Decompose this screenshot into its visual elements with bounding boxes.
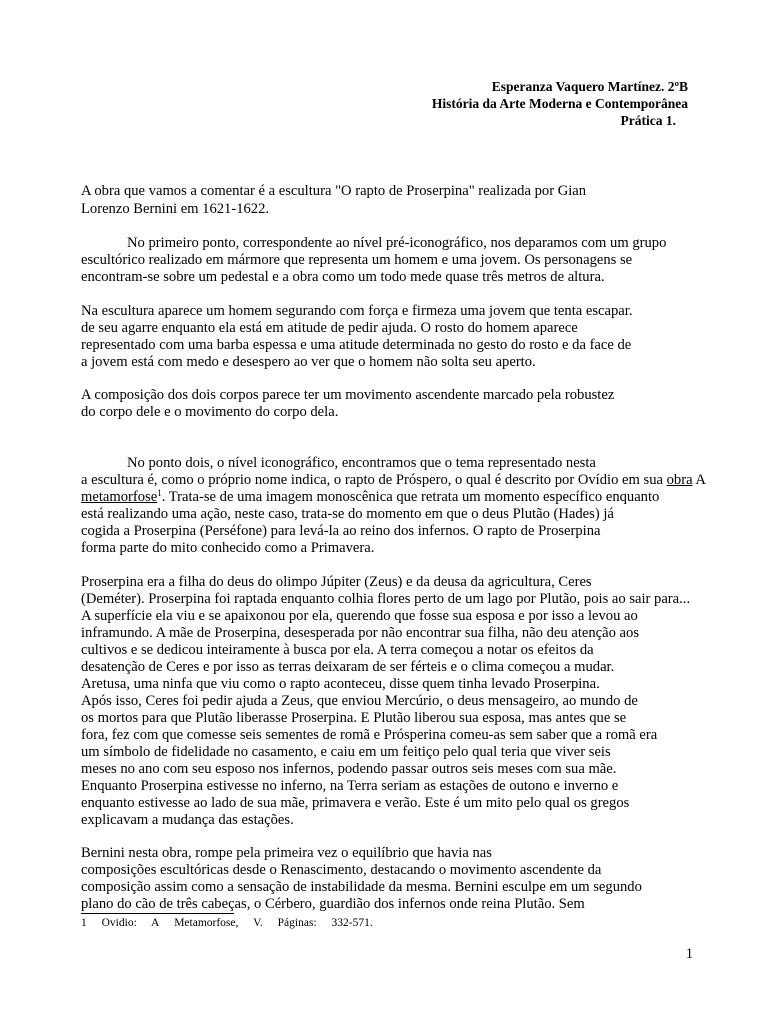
text-line: escultórico realizado em mármore que representa um homem e uma jovem. Os personagens se xyxy=(81,252,633,268)
text-line: A composição dos dois corpos parece ter um movimento ascendente marcado pela robustez xyxy=(81,387,615,403)
text-line: está realizando uma ação, neste caso, trata-se do momento em que o deus Plutão (Hades) já xyxy=(81,506,614,522)
text-line: desatenção de Ceres e por isso as terras deixaram de ser férteis e o clima começou a mudar. xyxy=(81,659,615,675)
text-line: (Deméter). Proserpina foi raptada enquanto colhia flores perto de um lago por Plutão, pois ao sair para... xyxy=(81,591,691,607)
text-line: Após isso, Ceres foi pedir ajuda a Zeus, que enviou Mercúrio, o deus mensageiro, ao mundo de xyxy=(81,693,638,709)
text-line: Na escultura aparece um homem segurando com força e firmeza uma jovem que tenta escapar. xyxy=(81,303,633,319)
text-line: fora, fez com que comesse seis sementes de romã e Prósperina comeu-as sem saber que a romã era xyxy=(81,727,658,743)
text-line: cultivos e se dedicou inteiramente à busca por ela. A terra começou a notar os efeitos da xyxy=(81,642,594,658)
text-line: composições escultóricas desde o Renascimento, destacando o movimento ascendente da xyxy=(81,862,602,878)
text-line: do corpo dele e o movimento do corpo dela. xyxy=(81,404,339,420)
text-line: cogida a Proserpina (Perséfone) para levá-la ao reino dos infernos. O rapto de Proserpina xyxy=(81,523,601,539)
text-line: de seu agarre enquanto ela está em atitude de pedir ajuda. O rosto do homem aparece xyxy=(81,320,578,336)
text-line: encontram-se sobre um pedestal e a obra como um todo mede quase três metros de altura. xyxy=(81,269,605,285)
assignment-line: Prática 1. xyxy=(620,113,676,128)
text-line: Aretusa, uma ninfa que viu como o rapto aconteceu, disse quem tinha levado Proserpina. xyxy=(81,676,600,692)
text-line xyxy=(81,489,659,506)
text-segment: a escultura é, como o próprio nome indica, o rapto de Próspero, o qual é descrito por Ovídio em sua xyxy=(81,472,663,488)
text-line: plano do cão de três cabeças, o Cérbero, guardião dos infernos onde reina Plutão. Sem xyxy=(81,896,585,912)
text-line: composição assim como a sensação de instabilidade da mesma. Bernini esculpe em um segundo xyxy=(81,879,642,895)
footnote-pages: 332-571. xyxy=(331,917,373,929)
footnote-pages-label: Páginas: xyxy=(277,917,317,929)
text-line: a jovem está com medo e desespero ao ver que o homem não solta seu aperto. xyxy=(81,354,536,370)
text-line xyxy=(81,472,706,489)
text-line: A superfície ela viu e se apaixonou por ela, querendo que fosse sua esposa e por isso a levou ao xyxy=(81,608,638,624)
text-line: A obra que vamos a comentar é a escultura "O rapto de Proserpina" realizada por Gian xyxy=(81,183,587,199)
text-line: inframundo. A mãe de Proserpina, desesperada por não encontrar sua filha, não deu atenção aos xyxy=(81,625,640,641)
text-line: os mortos para que Plutão liberasse Proserpina. E Plutão liberou sua esposa, mas antes que se xyxy=(81,710,627,726)
text-line: Proserpina era a filha do deus do olimpo Júpiter (Zeus) e da deusa da agricultura, Ceres xyxy=(81,574,592,590)
text-line: No primeiro ponto, correspondente ao nível pré-iconográfico, nos deparamos com um grupo xyxy=(127,235,667,251)
text-line: No ponto dois, o nível iconográfico, encontramos que o tema representado nesta xyxy=(127,455,596,471)
course-line: História da Arte Moderna e Contemporânea xyxy=(431,96,688,111)
underlined-word: obra xyxy=(666,472,693,488)
page-number: 1 xyxy=(685,946,693,962)
text-line: meses no ano com seu esposo nos infernos, podendo passar outros seis meses com sua mãe. xyxy=(81,761,617,777)
text-segment: . Trata-se de uma imagem monoscênica que retrata um momento específico enquanto xyxy=(161,489,660,505)
footnote-number: 1 xyxy=(81,917,87,929)
footnote xyxy=(81,916,385,930)
work-title: metamorfose xyxy=(81,489,158,505)
text-line: forma parte do mito conhecido como a Primavera. xyxy=(81,540,375,556)
text-line: enquanto estivesse ao lado de sua mãe, primavera e verão. Este é um mito pelo qual os gregos xyxy=(81,795,630,811)
text-line: Lorenzo Bernini em 1621-1622. xyxy=(81,201,270,217)
footnote-author: Ovidio: xyxy=(101,917,137,929)
text-line: representado com uma barba espessa e uma atitude determinada no gesto do rosto e da face de xyxy=(81,337,632,353)
text-segment: A xyxy=(695,472,706,488)
text-line: Enquanto Proserpina estivesse no inferno, na Terra seriam as estações de outono e inverno e xyxy=(81,778,619,794)
document-header xyxy=(432,78,688,129)
footnote-volume: V. xyxy=(253,917,263,929)
footnote-title-b: Metamorfose, xyxy=(174,917,239,929)
text-line: explicavam a mudança das estações. xyxy=(81,812,294,828)
text-line: Bernini nesta obra, rompe pela primeira vez o equilíbrio que havia nas xyxy=(81,845,492,861)
author-line: Esperanza Vaquero Martínez. 2ºB xyxy=(491,79,688,94)
footnote-reference[interactable]: 1 xyxy=(157,488,162,498)
footnote-title-a: A xyxy=(151,917,160,929)
text-line: um símbolo de fidelidade no casamento, e caiu em um feitiço pelo qual teria que viver seis xyxy=(81,744,611,760)
footnote-divider xyxy=(81,913,234,914)
